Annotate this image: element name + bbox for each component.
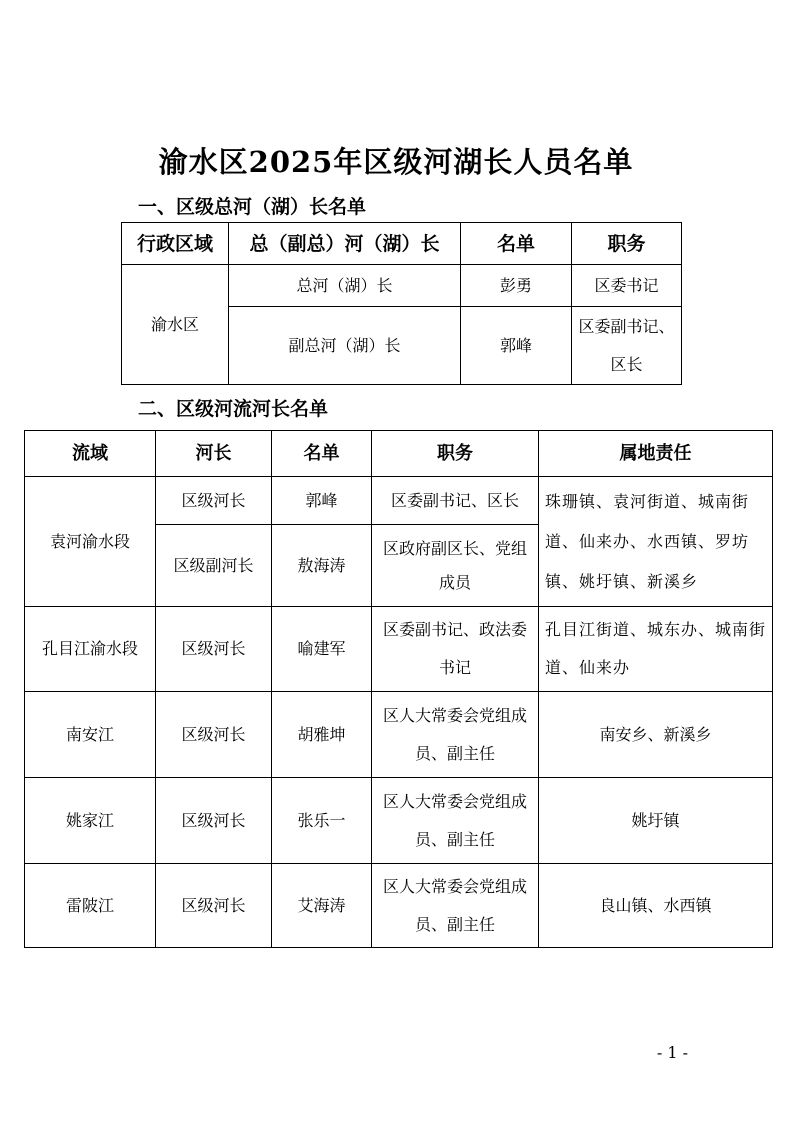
table-row: [25, 778, 773, 864]
territory-cell: 孔目江街道、城东办、城南街道、仙来办: [539, 607, 773, 692]
role-cell: 区级河长: [156, 692, 272, 778]
role-cell: 区级河长: [156, 477, 272, 525]
name-cell: 彭勇: [461, 265, 572, 307]
role-cell: 区级河长: [156, 607, 272, 692]
name-cell: 艾海涛: [272, 864, 372, 948]
position-cell: 区人大常委会党组成员、副主任: [372, 778, 539, 864]
position-cell: 区委副书记、区长: [372, 477, 539, 525]
position-cell: 区人大常委会党组成员、副主任: [372, 692, 539, 778]
position-cell: 区委副书记、政法委书记: [372, 607, 539, 692]
table-row: [25, 692, 773, 778]
river-chief-table: [24, 430, 773, 948]
page-number: - 1 -: [656, 1043, 688, 1062]
section1-heading: 一、区级总河（湖）长名单: [138, 196, 367, 218]
name-cell: 喻建军: [272, 607, 372, 692]
table-row: [25, 607, 773, 692]
region-cell: 渝水区: [122, 265, 229, 385]
basin-cell: 南安江: [25, 692, 156, 778]
header-territory: 属地责任: [539, 431, 773, 477]
position-cell: 区政府副区长、党组成员: [372, 525, 539, 607]
basin-cell: 孔目江渝水段: [25, 607, 156, 692]
river-table-header: [25, 431, 773, 477]
chief-table: [121, 222, 682, 385]
table-row: [25, 477, 773, 525]
territory-cell: 良山镇、水西镇: [539, 864, 773, 948]
position-cell: 区人大常委会党组成员、副主任: [372, 864, 539, 948]
table-row: [25, 864, 773, 948]
role-cell: 区级河长: [156, 864, 272, 948]
header-basin: 流域: [25, 431, 156, 477]
role-cell: 区级河长: [156, 778, 272, 864]
name-cell: 胡雅坤: [272, 692, 372, 778]
chief-table-header: [122, 223, 682, 265]
role-cell: 总河（湖）长: [229, 265, 461, 307]
header-region: 行政区域: [122, 223, 229, 265]
basin-cell: 袁河渝水段: [25, 477, 156, 607]
name-cell: 郭峰: [272, 477, 372, 525]
position-cell: 区委书记: [572, 265, 682, 307]
header-position: 职务: [572, 223, 682, 265]
name-cell: 郭峰: [461, 307, 572, 385]
position-cell: 区委副书记、区长: [572, 307, 682, 385]
name-cell: 张乐一: [272, 778, 372, 864]
table-row: [122, 265, 682, 307]
basin-cell: 姚家江: [25, 778, 156, 864]
header-name: 名单: [461, 223, 572, 265]
header-position: 职务: [372, 431, 539, 477]
territory-cell: 南安乡、新溪乡: [539, 692, 773, 778]
section2-heading: 二、区级河流河长名单: [138, 398, 329, 420]
document-title: 渝水区2025年区级河湖长人员名单: [158, 145, 634, 179]
territory-cell: 姚圩镇: [539, 778, 773, 864]
header-chief-role: 总（副总）河（湖）长: [229, 223, 461, 265]
role-cell: 区级副河长: [156, 525, 272, 607]
name-cell: 敖海涛: [272, 525, 372, 607]
header-river-chief: 河长: [156, 431, 272, 477]
role-cell: 副总河（湖）长: [229, 307, 461, 385]
header-name: 名单: [272, 431, 372, 477]
basin-cell: 雷陂江: [25, 864, 156, 948]
territory-cell: 珠珊镇、袁河街道、城南街道、仙来办、水西镇、罗坊镇、姚圩镇、新溪乡: [539, 477, 773, 607]
